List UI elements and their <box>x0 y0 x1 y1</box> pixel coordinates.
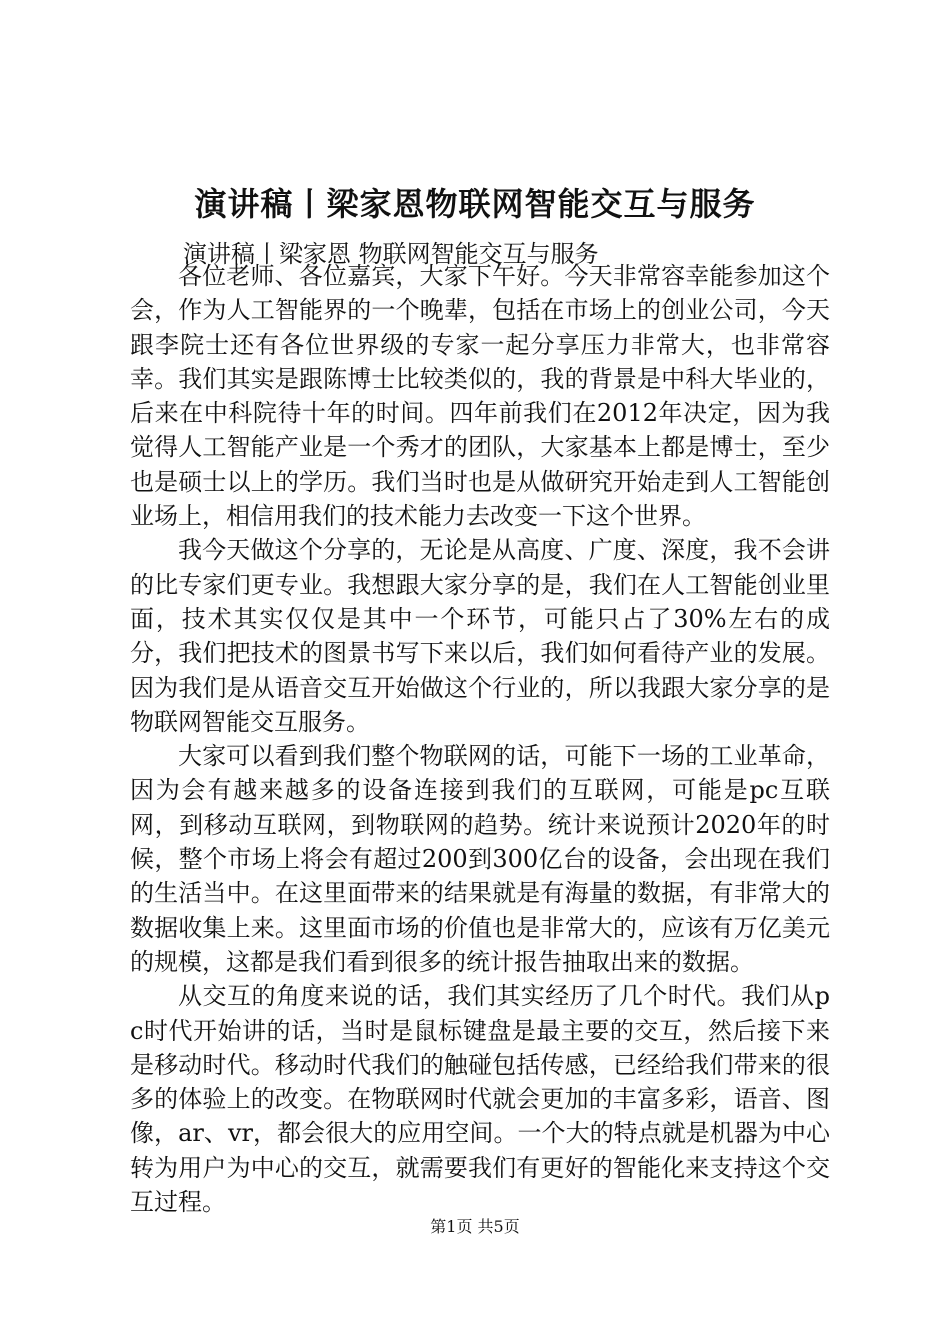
document-body-text <box>130 259 830 1219</box>
body-paragraph-1: 各位老师、各位嘉宾，大家下午好。今天非常容幸能参加这个会，作为人工智能界的一个晚辈，包括在市场上的创业公司，今天跟李院士还有各位世界级的专家一起分享压力非常大，也非常容幸。我们其实是跟陈博士比较类似的，我的背景是中科大毕业的，后来在中科院待十年的时间。四年前我们在2012年决定，因为我觉得人工智能产业是一个秀才的团队，大家基本上都是博士，至少也是硕士以上的学历。我们当时也是从做研究开始走到人工智能创业场上，相信用我们的技术能力去改变一下这个世界。 <box>130 262 830 531</box>
document-title: 演讲稿丨梁家恩物联网智能交互与服务 <box>194 185 756 223</box>
body-paragraph-4: 从交互的角度来说的话，我们其实经历了几个时代。我们从pc时代开始讲的话，当时是鼠标键盘是最主要的交互，然后接下来是移动时代。移动时代我们的触碰包括传感，已经给我们带来的很多的体验上的改变。在物联网时代就会更加的丰富多彩，语音、图像，ar、vr，都会很大的应用空间。一个大的特点就是机器为中心转为用户为中心的交互，就需要我们有更好的智能化来支持这个交互过程。 <box>130 982 830 1217</box>
document-subtitle: 演讲稿丨梁家恩 物联网智能交互与服务 <box>183 240 599 268</box>
page-footer: 第1页 共5页 <box>430 1217 520 1236</box>
body-paragraph-2: 我今天做这个分享的，无论是从高度、广度、深度，我不会讲的比专家们更专业。我想跟大家分享的是，我们在人工智能创业里面，技术其实仅仅是其中一个环节，可能只占了30%左右的成分，我们把技术的图景书写下来以后，我们如何看待产业的发展。因为我们是从语音交互开始做这个行业的，所以我跟大家分享的是物联网智能交互服务。 <box>130 536 830 736</box>
body-paragraph-3: 大家可以看到我们整个物联网的话，可能下一场的工业革命，因为会有越来越多的设备连接到我们的互联网，可能是pc互联网，到移动互联网，到物联网的趋势。统计来说预计2020年的时候，整个市场上将会有超过200到300亿台的设备，会出现在我们的生活当中。在这里面带来的结果就是有海量的数据，有非常大的数据收集上来。这里面市场的价值也是非常大的，应该有万亿美元的规模，这都是我们看到很多的统计报告抽取出来的数据。 <box>130 742 830 976</box>
